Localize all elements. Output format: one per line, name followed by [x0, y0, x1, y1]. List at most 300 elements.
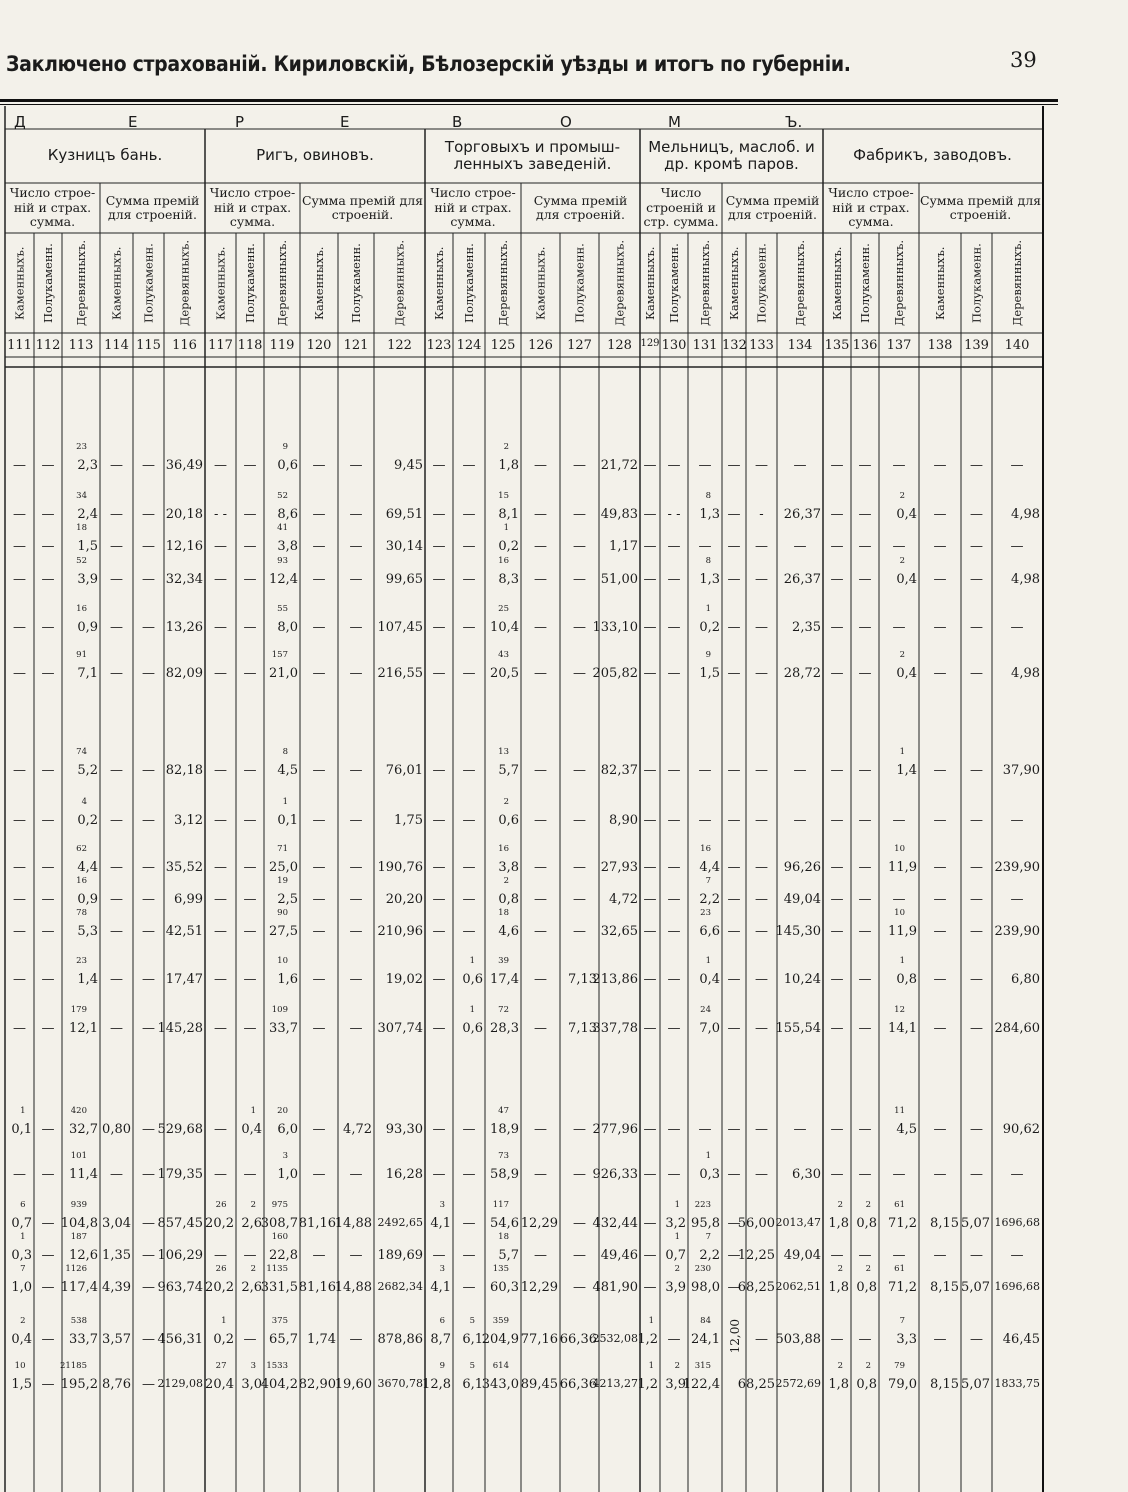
- column-number: 136: [852, 338, 878, 353]
- cell-value: 26,37: [783, 572, 821, 587]
- group-premium-header: Сумма премій для строеній.: [919, 192, 1042, 222]
- cell-value: 9,45: [394, 458, 423, 473]
- cell-value: 5,7: [498, 1248, 519, 1263]
- cell-value: —: [970, 813, 983, 828]
- material-label: Деревянныхъ.: [698, 240, 712, 326]
- cell-value: —: [858, 1021, 872, 1036]
- cell-value: 8,76: [102, 1377, 131, 1392]
- cell-count: 10: [894, 908, 905, 918]
- cell-value: 3,3: [896, 1332, 917, 1347]
- cell-value: —: [1010, 620, 1024, 635]
- cell-value: —: [142, 1332, 155, 1347]
- cell-count: 16: [76, 604, 87, 614]
- cell-value: —: [573, 507, 586, 522]
- cell-count: 2: [674, 1264, 680, 1274]
- cell-count: 109: [271, 1005, 288, 1015]
- cell-value: —: [462, 1122, 476, 1137]
- cell-value: —: [41, 1248, 55, 1263]
- cell-count: 2: [899, 491, 905, 501]
- cell-value: —: [462, 1167, 476, 1182]
- cell-value: 4,4: [77, 860, 98, 875]
- cell-count: 8: [705, 491, 711, 501]
- cell-count: 157: [271, 650, 288, 660]
- column-number: 140: [1004, 338, 1030, 353]
- cell-value: 1,2: [637, 1377, 658, 1392]
- cell-value: —: [243, 620, 257, 635]
- column-number: 117: [208, 338, 233, 353]
- cell-value: —: [312, 972, 326, 987]
- cell-value: —: [41, 1122, 55, 1137]
- cell-count: 74: [76, 747, 87, 757]
- cell-value: —: [534, 572, 547, 587]
- cell-value: —: [142, 1021, 155, 1036]
- cell-count: 3: [439, 1200, 445, 1210]
- cell-count: 18: [498, 908, 509, 918]
- cell-value: —: [142, 507, 155, 522]
- cell-value: 0,7: [11, 1216, 32, 1231]
- cell-value: 0,4: [241, 1122, 262, 1137]
- cell-value: —: [349, 1167, 363, 1182]
- cell-value: 26,37: [783, 507, 821, 522]
- cell-value: 18,9: [490, 1122, 519, 1137]
- cell-value: —: [462, 666, 476, 681]
- cell-value: —: [110, 666, 123, 681]
- cell-value: 21,0: [269, 666, 298, 681]
- cell-value: —: [13, 860, 26, 875]
- cell-value: —: [698, 458, 712, 473]
- cell-value: 133,10: [592, 620, 638, 635]
- cell-value: —: [243, 572, 257, 587]
- cell-count: 61: [894, 1264, 905, 1274]
- cell-value: 1696,68: [994, 1280, 1040, 1293]
- cell-value: 308,7: [260, 1216, 298, 1231]
- cell-count: 1: [899, 956, 905, 966]
- cell-value: 878,86: [377, 1332, 423, 1347]
- cell-value: —: [858, 507, 872, 522]
- cell-value: 81,16: [298, 1216, 336, 1231]
- cell-count: 43: [498, 650, 509, 660]
- cell-value: 503,88: [775, 1332, 821, 1347]
- cell-value: —: [643, 763, 657, 778]
- cell-value: 926,33: [592, 1167, 638, 1182]
- cell-count: 1: [469, 956, 475, 966]
- cell-value: 284,60: [994, 1021, 1040, 1036]
- cell-count: 79: [894, 1361, 905, 1371]
- column-number: 139: [964, 338, 989, 353]
- cell-value: 0,2: [699, 620, 720, 635]
- material-label: Деревянныхъ.: [612, 240, 627, 326]
- cell-value: 1,5: [699, 666, 720, 681]
- cell-value: 2,3: [77, 458, 98, 473]
- cell-value: —: [933, 572, 947, 587]
- cell-value: —: [534, 1167, 547, 1182]
- cell-value: —: [755, 813, 768, 828]
- cell-count: 55: [277, 604, 288, 614]
- cell-count: 23: [700, 908, 711, 918]
- column-number: 132: [722, 338, 747, 353]
- cell-count: 9: [439, 1361, 445, 1371]
- cell-value: —: [243, 507, 257, 522]
- cell-count: 71: [277, 844, 288, 854]
- cell-value: —: [110, 924, 123, 939]
- cell-value: —: [643, 1216, 657, 1231]
- cell-value: —: [41, 1377, 55, 1392]
- cell-value: —: [830, 1332, 844, 1347]
- cell-value: —: [573, 666, 586, 681]
- cell-value: —: [858, 666, 872, 681]
- cell-value: —: [534, 892, 547, 907]
- cell-value: 104,8: [60, 1216, 98, 1231]
- cell-value: —: [243, 924, 257, 939]
- cell-value: —: [970, 1122, 983, 1137]
- cell-value: —: [462, 1216, 476, 1231]
- cell-value: 3,2: [665, 1216, 686, 1231]
- cell-value: 33,7: [69, 1332, 98, 1347]
- cell-value: 96,26: [783, 860, 821, 875]
- column-number: 135: [824, 338, 850, 353]
- cell-value: —: [667, 892, 681, 907]
- cell-value: 0,8: [856, 1280, 877, 1295]
- cell-value: —: [312, 666, 326, 681]
- cell-value: 20,2: [205, 1216, 234, 1231]
- cell-count: 5: [469, 1361, 475, 1371]
- cell-value: —: [462, 1248, 476, 1263]
- cell-value: —: [933, 666, 947, 681]
- cell-value: 14,88: [334, 1216, 372, 1231]
- cell-value: —: [755, 860, 768, 875]
- rotated-value: 12,00: [728, 1319, 742, 1354]
- cell-value: —: [667, 860, 681, 875]
- cell-value: 1,4: [77, 972, 98, 987]
- cell-value: 12,1: [69, 1021, 98, 1036]
- cell-count: 93: [277, 556, 288, 566]
- material-label: Полукаменн.: [754, 243, 769, 323]
- cell-value: —: [970, 1248, 983, 1263]
- cell-value: —: [214, 572, 227, 587]
- material-label: Полукаменн.: [462, 243, 476, 323]
- header-domain-letter: Е: [340, 113, 350, 131]
- cell-value: —: [462, 507, 476, 522]
- cell-value: —: [214, 892, 227, 907]
- cell-value: 1,8: [828, 1216, 849, 1231]
- cell-count: 2: [899, 650, 905, 660]
- cell-value: 4,1: [430, 1216, 451, 1231]
- cell-value: 13,26: [165, 620, 203, 635]
- cell-count: 47: [498, 1106, 509, 1116]
- cell-count: 10: [277, 956, 288, 966]
- cell-value: —: [970, 924, 983, 939]
- material-label: Каменныхъ.: [643, 246, 657, 320]
- cell-value: 963,74: [157, 1280, 203, 1295]
- cell-value: —: [142, 572, 155, 587]
- cell-value: —: [830, 1021, 844, 1036]
- cell-value: —: [643, 972, 657, 987]
- cell-value: 1696,68: [994, 1216, 1040, 1229]
- cell-value: 404,2: [260, 1377, 298, 1392]
- cell-value: 82,09: [165, 666, 203, 681]
- cell-value: 4,98: [1011, 666, 1040, 681]
- cell-value: —: [573, 813, 586, 828]
- cell-value: 1,0: [11, 1280, 32, 1295]
- cell-value: 0,1: [277, 813, 298, 828]
- cell-value: —: [13, 763, 26, 778]
- cell-value: —: [573, 539, 586, 554]
- cell-count: 27: [215, 1361, 227, 1371]
- cell-value: —: [349, 1332, 363, 1347]
- cell-value: —: [933, 813, 947, 828]
- cell-value: —: [970, 620, 983, 635]
- cell-value: —: [432, 666, 446, 681]
- cell-value: 98,0: [691, 1280, 720, 1295]
- cell-value: 6,80: [1011, 972, 1040, 987]
- cell-value: 4,39: [102, 1280, 131, 1295]
- cell-value: —: [830, 507, 844, 522]
- page-title: Заключено страхованій. Кириловскій, Бѣлозерскій уѣзды и итогъ по губерніи.: [6, 52, 851, 76]
- cell-value: —: [933, 1122, 947, 1137]
- cell-value: 93,30: [385, 1122, 423, 1137]
- cell-value: —: [970, 572, 983, 587]
- cell-value: 2013,47: [775, 1216, 821, 1229]
- cell-count: 2: [865, 1264, 871, 1274]
- cell-value: 0,8: [856, 1216, 877, 1231]
- cell-value: —: [243, 892, 257, 907]
- table-right-border: [1042, 106, 1044, 1492]
- cell-value: 35,52: [165, 860, 203, 875]
- cell-value: —: [933, 1167, 947, 1182]
- cell-value: 2682,34: [377, 1280, 423, 1293]
- cell-value: —: [727, 813, 741, 828]
- cell-value: —: [970, 763, 983, 778]
- cell-value: 195,2: [60, 1377, 98, 1392]
- cell-value: —: [643, 1122, 657, 1137]
- cell-value: —: [349, 620, 363, 635]
- cell-value: 4,6: [498, 924, 519, 939]
- cell-value: —: [243, 1167, 257, 1182]
- cell-value: —: [698, 1122, 712, 1137]
- cell-value: —: [312, 1021, 326, 1036]
- group-title: Торговыхъ и промыш-ленныхъ заведеній.: [444, 137, 621, 173]
- cell-count: 1: [674, 1232, 680, 1242]
- cell-count: 21185: [59, 1361, 87, 1371]
- cell-count: 16: [76, 876, 87, 886]
- cell-value: 79,0: [888, 1377, 917, 1392]
- cell-value: —: [727, 1280, 741, 1295]
- cell-value: —: [970, 892, 983, 907]
- cell-value: 857,45: [157, 1216, 203, 1231]
- cell-value: 3,8: [498, 860, 519, 875]
- cell-value: —: [41, 507, 55, 522]
- cell-value: 2,35: [792, 620, 821, 635]
- cell-value: 331,5: [260, 1280, 298, 1295]
- cell-value: 81,16: [298, 1280, 336, 1295]
- header-domain-letter: О: [560, 113, 572, 131]
- cell-value: 307,74: [377, 1021, 423, 1036]
- cell-count: 73: [498, 1151, 509, 1161]
- cell-value: 1,3: [699, 572, 720, 587]
- cell-value: —: [214, 1021, 227, 1036]
- cell-value: —: [41, 892, 55, 907]
- cell-count: 1: [469, 1005, 475, 1015]
- group-count-header: Число строе-ній и страх. сумма.: [828, 185, 914, 230]
- cell-value: 239,90: [994, 924, 1040, 939]
- cell-value: —: [667, 1332, 681, 1347]
- cell-value: —: [830, 1167, 844, 1182]
- cell-value: 1,6: [277, 972, 298, 987]
- cell-value: 8,3: [498, 572, 519, 587]
- cell-value: 2129,08: [157, 1377, 203, 1390]
- cell-count: 18: [498, 1232, 509, 1242]
- cell-count: 23: [76, 442, 87, 452]
- cell-value: —: [727, 620, 741, 635]
- material-label: Каменныхъ.: [933, 246, 947, 320]
- cell-count: 3: [282, 1151, 288, 1161]
- cell-value: 6,30: [792, 1167, 821, 1182]
- cell-value: —: [349, 666, 363, 681]
- cell-value: 6,6: [699, 924, 720, 939]
- cell-value: 19,02: [385, 972, 423, 987]
- cell-value: —: [830, 572, 844, 587]
- cell-count: 10: [894, 844, 905, 854]
- column-number: 138: [927, 338, 953, 353]
- cell-count: 2: [250, 1200, 256, 1210]
- cell-value: —: [933, 972, 947, 987]
- cell-value: 3,04: [102, 1216, 131, 1231]
- cell-value: 3,57: [102, 1332, 131, 1347]
- cell-value: 46,45: [1002, 1332, 1040, 1347]
- cell-value: —: [462, 924, 476, 939]
- cell-count: 538: [70, 1316, 87, 1326]
- cell-value: —: [142, 763, 155, 778]
- cell-value: 8,15: [930, 1377, 959, 1392]
- column-number: 129: [640, 338, 660, 349]
- group-title: Мельницъ, маслоб. и др. кромѣ паров.: [648, 137, 815, 173]
- cell-value: 8,6: [277, 507, 298, 522]
- cell-value: 12,6: [69, 1248, 98, 1263]
- cell-value: —: [243, 1332, 257, 1347]
- cell-count: 1533: [266, 1361, 288, 1371]
- cell-count: 975: [271, 1200, 288, 1210]
- cell-value: —: [142, 1377, 155, 1392]
- cell-count: 1: [648, 1361, 654, 1371]
- cell-value: —: [970, 860, 983, 875]
- cell-value: —: [858, 763, 872, 778]
- cell-value: 204,9: [481, 1332, 519, 1347]
- cell-count: 2: [837, 1264, 843, 1274]
- cell-value: —: [41, 1216, 55, 1231]
- cell-value: 3,9: [77, 572, 98, 587]
- cell-value: —: [858, 539, 872, 554]
- cell-value: 2572,69: [775, 1377, 821, 1390]
- cell-count: 18: [76, 523, 87, 533]
- cell-value: —: [727, 1248, 741, 1263]
- cell-value: 5,7: [498, 763, 519, 778]
- cell-value: —: [643, 666, 657, 681]
- cell-count: 7: [705, 1232, 711, 1242]
- cell-value: —: [243, 539, 257, 554]
- cell-value: —: [933, 1332, 947, 1347]
- cell-value: —: [214, 860, 227, 875]
- cell-count: 26: [215, 1200, 227, 1210]
- cell-value: —: [727, 860, 741, 875]
- cell-value: —: [349, 813, 363, 828]
- cell-value: —: [892, 620, 906, 635]
- cell-value: —: [142, 972, 155, 987]
- cell-count: 52: [76, 556, 87, 566]
- cell-value: 1833,75: [994, 1377, 1040, 1390]
- cell-value: 2,6: [241, 1216, 262, 1231]
- cell-value: —: [698, 813, 712, 828]
- cell-value: —: [142, 892, 155, 907]
- cell-count: 614: [492, 1361, 509, 1371]
- cell-value: 21,72: [600, 458, 638, 473]
- cell-value: —: [892, 892, 906, 907]
- cell-value: 5,2: [77, 763, 98, 778]
- cell-value: —: [142, 458, 155, 473]
- cell-value: —: [214, 972, 227, 987]
- cell-value: —: [858, 572, 872, 587]
- cell-value: —: [643, 924, 657, 939]
- cell-value: 4,1: [430, 1280, 451, 1295]
- cell-value: —: [243, 972, 257, 987]
- cell-value: —: [110, 458, 123, 473]
- cell-value: —: [534, 860, 547, 875]
- cell-value: —: [41, 539, 55, 554]
- cell-value: —: [830, 1122, 844, 1137]
- cell-value: —: [110, 763, 123, 778]
- cell-value: 11,9: [888, 924, 917, 939]
- cell-count: 91: [76, 650, 87, 660]
- cell-value: 4,98: [1011, 507, 1040, 522]
- cell-value: —: [110, 620, 123, 635]
- cell-value: —: [432, 924, 446, 939]
- cell-value: —: [110, 1167, 123, 1182]
- cell-value: 190,76: [377, 860, 423, 875]
- cell-value: —: [727, 666, 741, 681]
- cell-count: 1135: [266, 1264, 288, 1274]
- column-number: 115: [136, 338, 161, 353]
- cell-value: —: [534, 458, 547, 473]
- material-label: Каменныхъ.: [830, 246, 844, 320]
- material-label: Деревянныхъ.: [392, 240, 407, 326]
- cell-value: 5,3: [77, 924, 98, 939]
- cell-value: 77,16: [520, 1332, 558, 1347]
- material-label: Деревянныхъ.: [1010, 240, 1024, 326]
- cell-value: 3,12: [174, 813, 203, 828]
- cell-value: 0,2: [213, 1332, 234, 1347]
- cell-value: —: [142, 860, 155, 875]
- cell-value: —: [643, 860, 657, 875]
- cell-value: 179,35: [157, 1167, 203, 1182]
- cell-value: —: [13, 507, 26, 522]
- material-label: Полукаменн.: [243, 243, 257, 323]
- cell-value: —: [312, 892, 326, 907]
- cell-value: —: [432, 763, 446, 778]
- column-number: 131: [692, 338, 718, 353]
- cell-value: —: [830, 924, 844, 939]
- cell-value: 4213,27: [592, 1377, 638, 1390]
- cell-value: —: [142, 1122, 155, 1137]
- cell-value: 122,4: [682, 1377, 720, 1392]
- cell-value: —: [643, 507, 657, 522]
- cell-value: 12,25: [737, 1248, 775, 1263]
- cell-value: 1,3: [699, 507, 720, 522]
- cell-value: 27,93: [600, 860, 638, 875]
- cell-count: 24: [700, 1005, 711, 1015]
- cell-value: 32,7: [69, 1122, 98, 1137]
- cell-count: 2: [865, 1361, 871, 1371]
- cell-value: —: [534, 972, 547, 987]
- cell-value: —: [970, 1167, 983, 1182]
